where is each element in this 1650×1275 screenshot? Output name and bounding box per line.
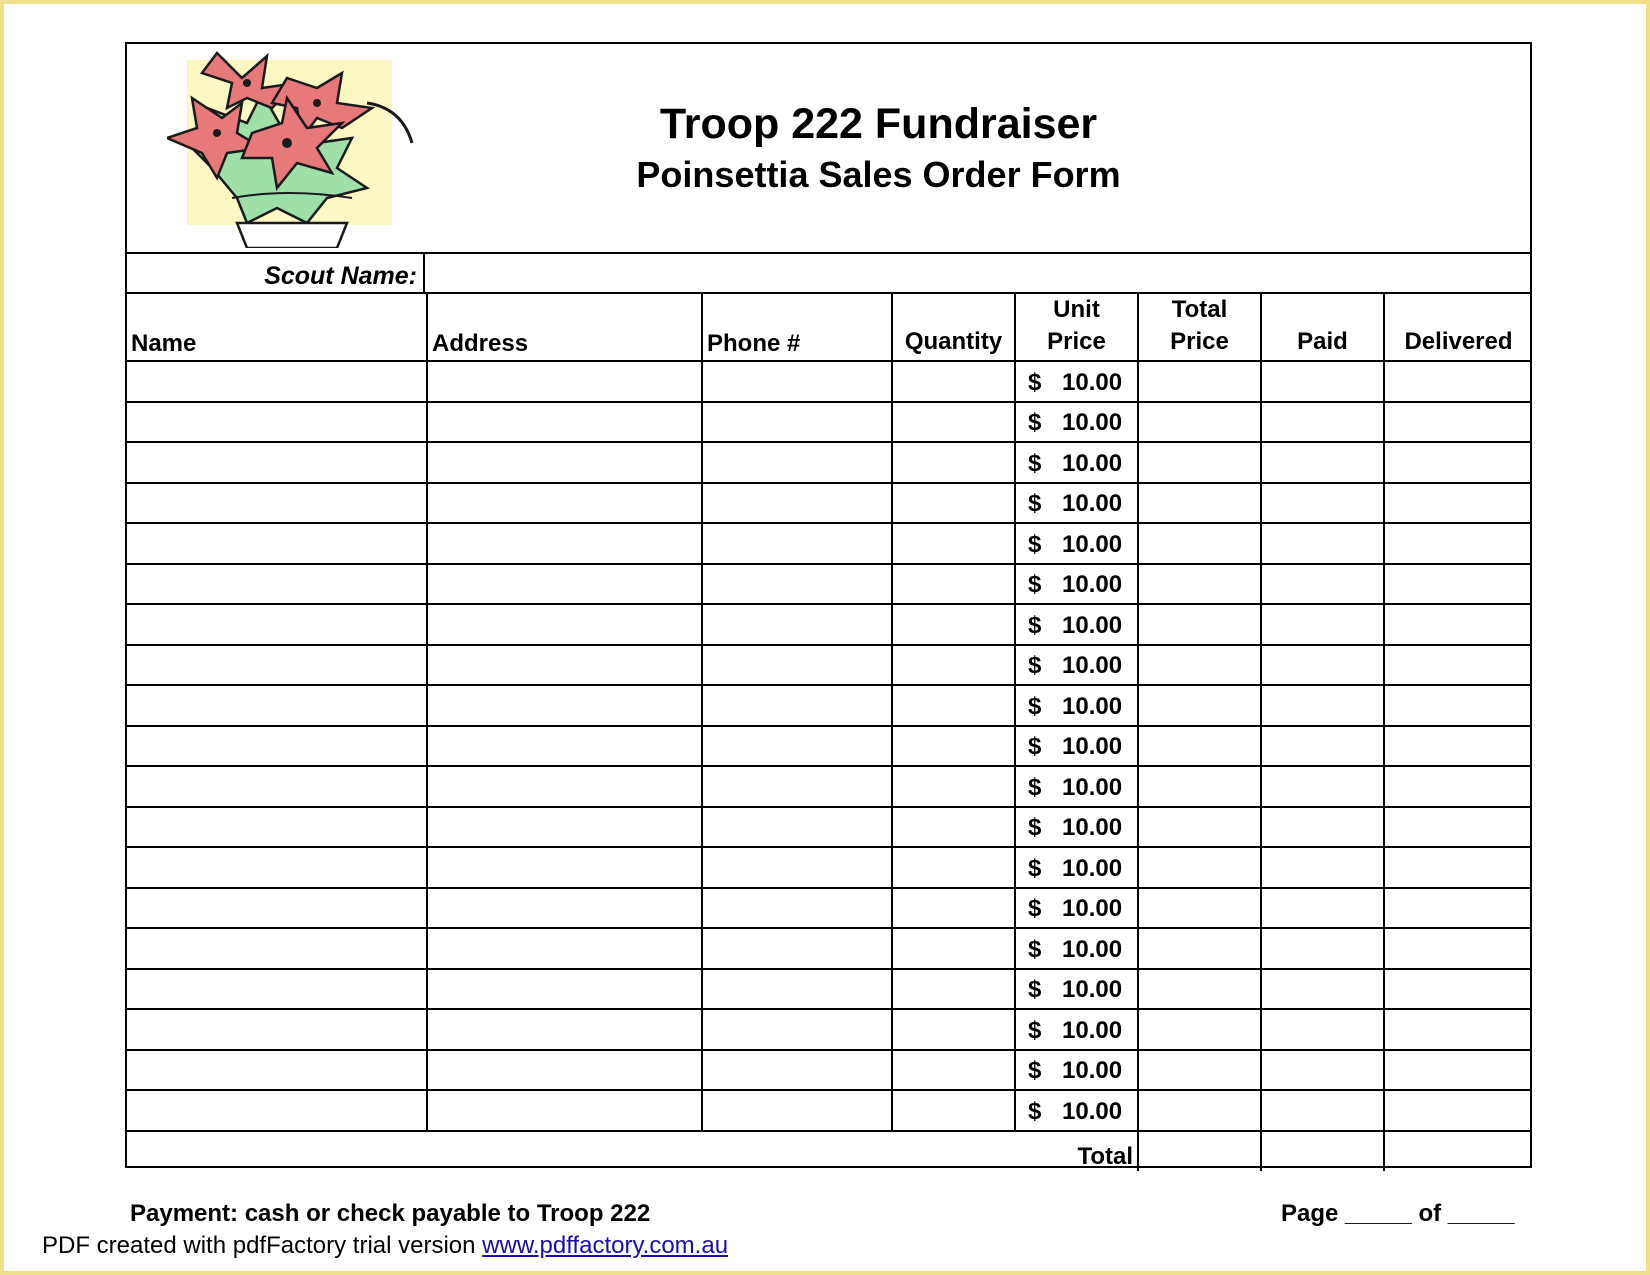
unit-price-cell: [1015, 645, 1138, 686]
name-cell[interactable]: [127, 726, 427, 767]
unit-price-cell: [1015, 442, 1138, 483]
name-cell[interactable]: [127, 1090, 427, 1131]
address-cell[interactable]: [427, 402, 702, 443]
unit-price-value: 10.00: [1062, 895, 1123, 922]
table-row: [127, 361, 1532, 402]
paid-cell[interactable]: [1261, 807, 1384, 848]
unit-price-cell: [1015, 1050, 1138, 1091]
quantity-cell[interactable]: [892, 766, 1015, 807]
table-row: [127, 807, 1532, 848]
table-row: [127, 645, 1532, 686]
column-header-name: Name: [127, 294, 427, 361]
unit-price-cell: [1015, 1009, 1138, 1050]
unit-price-value: 10.00: [1062, 368, 1123, 396]
column-header-total-price: [1138, 294, 1261, 361]
unit-price-cell: [1015, 685, 1138, 726]
form-title: Troop 222 Fundraiser: [659, 100, 1098, 148]
table-row: [127, 1050, 1532, 1091]
table-row: [127, 1090, 1532, 1131]
total-price-cell[interactable]: [1138, 1050, 1261, 1091]
name-cell[interactable]: [127, 564, 427, 605]
phone-cell[interactable]: [702, 766, 892, 807]
delivered-cell[interactable]: [1384, 1090, 1532, 1131]
paid-cell[interactable]: [1261, 523, 1384, 564]
phone-cell[interactable]: [702, 361, 892, 402]
unit-price-value: 10.00: [1062, 571, 1123, 598]
paid-cell[interactable]: [1261, 726, 1384, 767]
delivered-cell[interactable]: [1384, 847, 1532, 888]
footer-text: PDF created with pdfFactory trial version: [42, 1232, 483, 1259]
paid-cell[interactable]: [1261, 685, 1384, 726]
currency-symbol: $: [1028, 773, 1042, 801]
table-row: [127, 888, 1532, 929]
paid-cell[interactable]: [1261, 402, 1384, 443]
delivered-cell[interactable]: [1384, 766, 1532, 807]
total-price-cell[interactable]: [1138, 766, 1261, 807]
name-cell[interactable]: [127, 523, 427, 564]
table-row: [127, 442, 1532, 483]
table-row: [127, 402, 1532, 443]
column-header-phone: Phone #: [702, 294, 892, 361]
order-form: [125, 42, 1532, 1168]
unit-price-value: 10.00: [1062, 611, 1123, 639]
name-cell[interactable]: [127, 483, 427, 524]
address-cell[interactable]: [427, 726, 702, 767]
paid-cell[interactable]: [1261, 1090, 1384, 1131]
phone-cell[interactable]: [702, 969, 892, 1010]
paid-cell[interactable]: [1261, 928, 1384, 969]
address-cell[interactable]: [427, 888, 702, 929]
address-cell[interactable]: [427, 564, 702, 605]
table-row: [127, 685, 1532, 726]
phone-cell[interactable]: [702, 483, 892, 524]
phone-cell[interactable]: [702, 564, 892, 605]
unit-price-value: 10.00: [1062, 530, 1123, 558]
total-price-cell[interactable]: [1138, 928, 1261, 969]
unit-price-value: 10.00: [1062, 814, 1123, 841]
table-row: [127, 969, 1532, 1010]
address-cell[interactable]: [427, 766, 702, 807]
unit-price-cell: [1015, 1090, 1138, 1131]
currency-symbol: $: [1028, 692, 1042, 720]
unit-price-cell: [1015, 523, 1138, 564]
total-paid-cell[interactable]: [1261, 1131, 1384, 1171]
unit-price-cell: [1015, 726, 1138, 767]
address-cell[interactable]: [427, 969, 702, 1010]
paid-cell[interactable]: [1261, 766, 1384, 807]
unit-price-value: 10.00: [1062, 652, 1123, 679]
delivered-cell[interactable]: [1384, 969, 1532, 1010]
unit-price-value: 10.00: [1062, 935, 1123, 963]
paid-cell[interactable]: [1261, 645, 1384, 686]
unit-price-value: 10.00: [1062, 449, 1123, 477]
table-header-row: [127, 294, 1532, 361]
phone-cell[interactable]: [702, 685, 892, 726]
currency-symbol: $: [1028, 854, 1042, 882]
currency-symbol: $: [1028, 571, 1042, 598]
quantity-cell[interactable]: [892, 928, 1015, 969]
phone-cell[interactable]: [702, 402, 892, 443]
total-price-cell[interactable]: [1138, 361, 1261, 402]
phone-cell[interactable]: [702, 847, 892, 888]
scout-name-row: [127, 254, 1530, 294]
currency-symbol: $: [1028, 652, 1042, 679]
phone-cell[interactable]: [702, 888, 892, 929]
address-cell[interactable]: [427, 1050, 702, 1091]
scout-name-field[interactable]: [427, 254, 1530, 292]
currency-symbol: $: [1028, 530, 1042, 558]
form-subtitle: Poinsettia Sales Order Form: [636, 154, 1121, 195]
name-cell[interactable]: [127, 1009, 427, 1050]
column-header-quantity: Quantity: [892, 294, 1015, 361]
quantity-cell[interactable]: [892, 888, 1015, 929]
unit-price-cell: [1015, 847, 1138, 888]
phone-cell[interactable]: [702, 726, 892, 767]
paid-cell[interactable]: [1261, 969, 1384, 1010]
unit-price-cell: [1015, 483, 1138, 524]
delivered-cell[interactable]: [1384, 361, 1532, 402]
delivered-cell[interactable]: [1384, 928, 1532, 969]
total-delivered-cell[interactable]: [1384, 1131, 1532, 1171]
delivered-cell[interactable]: [1384, 888, 1532, 929]
name-cell[interactable]: [127, 645, 427, 686]
name-cell[interactable]: [127, 928, 427, 969]
total-price-cell[interactable]: [1138, 807, 1261, 848]
form-header: [127, 44, 1530, 254]
table-row: [127, 523, 1532, 564]
address-cell[interactable]: [427, 1090, 702, 1131]
column-header-unit-price: [1015, 294, 1138, 361]
paid-cell[interactable]: [1261, 847, 1384, 888]
table-row: [127, 564, 1532, 605]
delivered-cell[interactable]: [1384, 685, 1532, 726]
address-cell[interactable]: [427, 807, 702, 848]
total-price-cell[interactable]: [1138, 1090, 1261, 1131]
currency-symbol: $: [1028, 611, 1042, 639]
column-header-address: Address: [427, 294, 702, 361]
delivered-cell[interactable]: [1384, 726, 1532, 767]
quantity-cell[interactable]: [892, 483, 1015, 524]
total-price-cell[interactable]: [1138, 1009, 1261, 1050]
quantity-cell[interactable]: [892, 1050, 1015, 1091]
total-price-line2: Price: [1170, 328, 1229, 355]
table-row: [127, 766, 1532, 807]
table-row: [127, 928, 1532, 969]
currency-symbol: $: [1028, 409, 1042, 436]
delivered-cell[interactable]: [1384, 523, 1532, 564]
total-price-cell[interactable]: [1138, 847, 1261, 888]
quantity-cell[interactable]: [892, 1090, 1015, 1131]
delivered-cell[interactable]: [1384, 564, 1532, 605]
quantity-cell[interactable]: [892, 1009, 1015, 1050]
total-row: [127, 1131, 1532, 1171]
unit-price-value: 10.00: [1062, 1057, 1123, 1084]
pdffactory-link[interactable]: www.pdffactory.com.au: [482, 1232, 729, 1259]
currency-symbol: $: [1028, 449, 1042, 477]
unit-price-value: 10.00: [1062, 409, 1123, 436]
address-cell[interactable]: [427, 483, 702, 524]
address-cell[interactable]: [427, 685, 702, 726]
page-number: Page _____ of _____: [1281, 1200, 1515, 1227]
phone-cell[interactable]: [702, 928, 892, 969]
name-cell[interactable]: [127, 1050, 427, 1091]
phone-cell[interactable]: [702, 604, 892, 645]
total-price-cell[interactable]: [1138, 564, 1261, 605]
address-cell[interactable]: [427, 645, 702, 686]
address-cell[interactable]: [427, 1009, 702, 1050]
unit-price-value: 10.00: [1062, 854, 1123, 882]
unit-price-value: 10.00: [1062, 976, 1123, 1003]
unit-price-cell: [1015, 969, 1138, 1010]
address-cell[interactable]: [427, 928, 702, 969]
total-label: Total: [127, 1131, 1138, 1171]
name-cell[interactable]: [127, 847, 427, 888]
delivered-cell[interactable]: [1384, 604, 1532, 645]
address-cell[interactable]: [427, 523, 702, 564]
column-header-delivered: Delivered: [1384, 294, 1532, 361]
total-price-cell[interactable]: [1138, 969, 1261, 1010]
currency-symbol: $: [1028, 368, 1042, 396]
quantity-cell[interactable]: [892, 807, 1015, 848]
currency-symbol: $: [1028, 814, 1042, 841]
order-table: [127, 294, 1532, 1171]
name-cell[interactable]: [127, 402, 427, 443]
table-row: [127, 847, 1532, 888]
pdf-footer: [42, 1232, 728, 1260]
phone-cell[interactable]: [702, 1090, 892, 1131]
currency-symbol: $: [1028, 935, 1042, 963]
paid-cell[interactable]: [1261, 442, 1384, 483]
quantity-cell[interactable]: [892, 726, 1015, 767]
delivered-cell[interactable]: [1384, 402, 1532, 443]
table-row: [127, 1009, 1532, 1050]
total-price-cell[interactable]: [1138, 888, 1261, 929]
address-cell[interactable]: [427, 847, 702, 888]
unit-price-value: 10.00: [1062, 773, 1123, 801]
delivered-cell[interactable]: [1384, 645, 1532, 686]
table-row: [127, 726, 1532, 767]
phone-cell[interactable]: [702, 645, 892, 686]
currency-symbol: $: [1028, 733, 1042, 760]
quantity-cell[interactable]: [892, 361, 1015, 402]
unit-price-cell: [1015, 402, 1138, 443]
currency-symbol: $: [1028, 976, 1042, 1003]
paid-cell[interactable]: [1261, 483, 1384, 524]
quantity-cell[interactable]: [892, 847, 1015, 888]
name-cell[interactable]: [127, 685, 427, 726]
phone-cell[interactable]: [702, 1009, 892, 1050]
delivered-cell[interactable]: [1384, 807, 1532, 848]
unit-price-cell: [1015, 888, 1138, 929]
currency-symbol: $: [1028, 1097, 1042, 1125]
name-cell[interactable]: [127, 442, 427, 483]
phone-cell[interactable]: [702, 523, 892, 564]
total-price-cell[interactable]: [1138, 402, 1261, 443]
address-cell[interactable]: [427, 361, 702, 402]
total-price-cell[interactable]: [1138, 483, 1261, 524]
quantity-cell[interactable]: [892, 564, 1015, 605]
name-cell[interactable]: [127, 604, 427, 645]
phone-cell[interactable]: [702, 442, 892, 483]
quantity-cell[interactable]: [892, 604, 1015, 645]
name-cell[interactable]: [127, 766, 427, 807]
address-cell[interactable]: [427, 442, 702, 483]
unit-price-value: 10.00: [1062, 692, 1123, 720]
total-price-cell[interactable]: [1138, 442, 1261, 483]
currency-symbol: $: [1028, 1016, 1042, 1044]
total-price-cell[interactable]: [1138, 523, 1261, 564]
quantity-cell[interactable]: [892, 442, 1015, 483]
unit-price-value: 10.00: [1062, 733, 1123, 760]
quantity-cell[interactable]: [892, 402, 1015, 443]
quantity-cell[interactable]: [892, 645, 1015, 686]
table-row: [127, 483, 1532, 524]
unit-price-value: 10.00: [1062, 1016, 1123, 1044]
total-price-cell[interactable]: [1138, 645, 1261, 686]
unit-price-cell: [1015, 604, 1138, 645]
unit-price-cell: [1015, 361, 1138, 402]
paid-cell[interactable]: [1261, 888, 1384, 929]
unit-price-line2: Price: [1047, 328, 1106, 355]
name-cell[interactable]: [127, 361, 427, 402]
currency-symbol: $: [1028, 1057, 1042, 1084]
phone-cell[interactable]: [702, 1050, 892, 1091]
total-price-cell[interactable]: [1138, 726, 1261, 767]
quantity-cell[interactable]: [892, 685, 1015, 726]
total-price-cell[interactable]: [1138, 604, 1261, 645]
unit-price-cell: [1015, 928, 1138, 969]
delivered-cell[interactable]: [1384, 1050, 1532, 1091]
paid-cell[interactable]: [1261, 361, 1384, 402]
quantity-cell[interactable]: [892, 969, 1015, 1010]
delivered-cell[interactable]: [1384, 1009, 1532, 1050]
grand-total-cell[interactable]: [1138, 1131, 1261, 1171]
total-price-cell[interactable]: [1138, 685, 1261, 726]
paid-cell[interactable]: [1261, 1009, 1384, 1050]
delivered-cell[interactable]: [1384, 442, 1532, 483]
paid-cell[interactable]: [1261, 1050, 1384, 1091]
total-price-line1: Total: [1171, 296, 1228, 323]
currency-symbol: $: [1028, 490, 1042, 517]
unit-price-cell: [1015, 766, 1138, 807]
unit-price-value: 10.00: [1062, 490, 1123, 517]
name-cell[interactable]: [127, 969, 427, 1010]
unit-price-cell: [1015, 807, 1138, 848]
paid-cell[interactable]: [1261, 564, 1384, 605]
scout-name-label: Scout Name:: [127, 254, 425, 292]
address-cell[interactable]: [427, 604, 702, 645]
delivered-cell[interactable]: [1384, 483, 1532, 524]
name-cell[interactable]: [127, 888, 427, 929]
quantity-cell[interactable]: [892, 523, 1015, 564]
currency-symbol: $: [1028, 895, 1042, 922]
name-cell[interactable]: [127, 807, 427, 848]
paid-cell[interactable]: [1261, 604, 1384, 645]
phone-cell[interactable]: [702, 807, 892, 848]
unit-price-value: 10.00: [1062, 1097, 1123, 1125]
unit-price-line1: Unit: [1053, 296, 1100, 323]
payment-note: Payment: cash or check payable to Troop 222: [130, 1200, 651, 1227]
unit-price-cell: [1015, 564, 1138, 605]
table-row: [127, 604, 1532, 645]
column-header-paid: Paid: [1261, 294, 1384, 361]
